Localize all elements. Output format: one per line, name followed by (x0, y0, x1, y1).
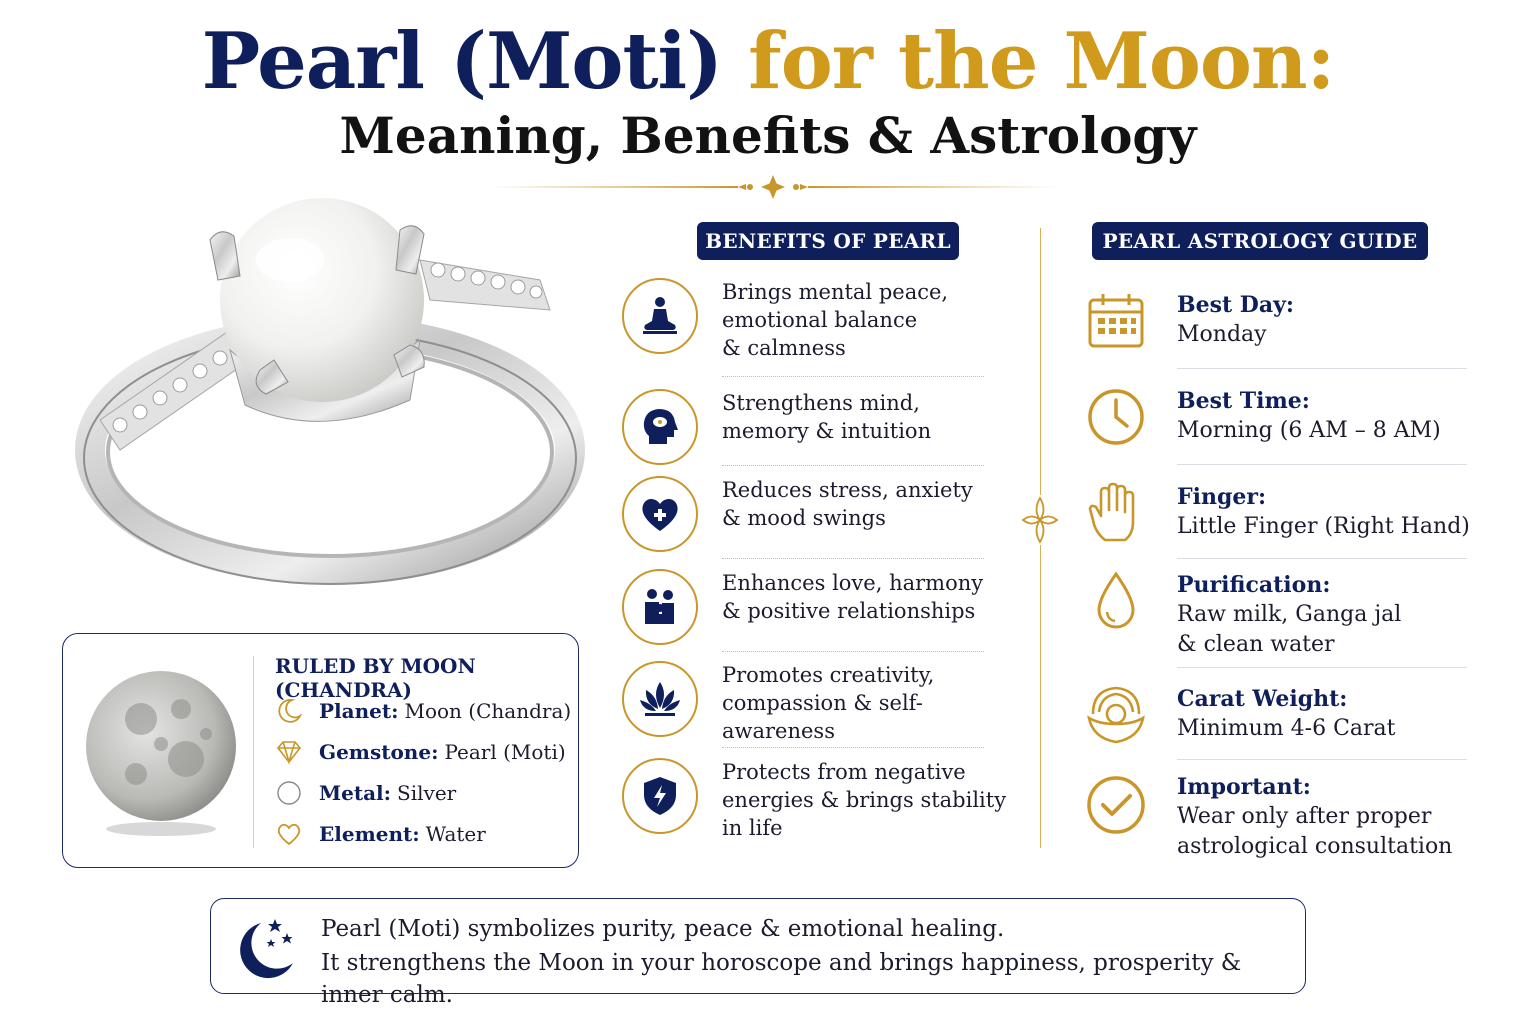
benefit-text: in life (722, 816, 783, 840)
panel-separator (253, 656, 254, 848)
diamond-icon (275, 738, 303, 766)
astrology-value-line: Monday (1177, 322, 1267, 347)
astrology-item-important (1085, 772, 1475, 862)
ornament-icon (1020, 495, 1060, 545)
shield-icon (637, 773, 683, 819)
benefit-text: Enhances love, harmony (722, 571, 984, 595)
astrology-value (1177, 320, 1477, 350)
crescent-moon-icon (275, 697, 303, 725)
page-subtitle: Meaning, Benefits & Astrology (339, 106, 1197, 165)
benefit-item (622, 476, 992, 566)
ruled-label: Gemstone: (319, 740, 439, 764)
astrology-value (1177, 600, 1477, 660)
divider-line (722, 465, 984, 466)
astrology-item-carat (1085, 684, 1475, 774)
benefit-text: compassion & self-awareness (722, 691, 923, 743)
benefit-item (622, 758, 1007, 848)
astrology-label: Best Time: (1177, 388, 1310, 414)
benefit-text: & mood swings (722, 506, 886, 530)
benefits-heading: BENEFITS OF PEARL (697, 222, 959, 260)
divider-line (1177, 558, 1467, 559)
astrology-item-best-day (1085, 290, 1475, 380)
ruled-label: Planet: (319, 699, 399, 723)
ruled-value: Silver (397, 781, 457, 805)
astrology-label: Purification: (1177, 572, 1331, 598)
astrology-label: Carat Weight: (1177, 686, 1348, 712)
divider-line (1177, 368, 1467, 369)
divider-line (722, 651, 984, 652)
ruled-value: Pearl (Moti) (444, 740, 566, 764)
ruled-label: Element: (319, 822, 420, 846)
benefit-item (622, 569, 992, 659)
ruled-row-metal (275, 778, 456, 808)
astrology-item-best-time (1085, 386, 1475, 476)
heart-plus-icon (637, 491, 683, 537)
ruled-row-planet (275, 696, 571, 726)
astrology-value-line: astrological consultation (1177, 834, 1453, 859)
benefit-text: Promotes creativity, (722, 663, 935, 687)
ruled-value: Moon (Chandra) (404, 699, 572, 723)
benefit-text: Strengthens mind, (722, 391, 920, 415)
benefit-text: & positive relationships (722, 599, 976, 623)
astrology-value (1177, 416, 1477, 446)
benefit-text: & calmness (722, 336, 846, 360)
family-icon (637, 584, 683, 630)
benefit-item (622, 661, 992, 751)
footer-line-2: It strengthens the Moon in your horoscope and brings happiness, prosperity & inner calm. (321, 950, 1242, 1008)
heart-outline-icon (275, 820, 303, 848)
astrology-label: Important: (1177, 774, 1311, 800)
clock-icon (1085, 386, 1147, 448)
astrology-value-line: Minimum 4-6 Carat (1177, 716, 1396, 741)
moon-stars-icon (231, 913, 301, 981)
pearl-shell-icon (1085, 684, 1147, 746)
benefit-item (622, 389, 992, 479)
astrology-value (1177, 714, 1477, 744)
water-drop-icon (1085, 570, 1147, 632)
astrology-value-line: Little Finger (Right Hand) (1177, 514, 1470, 539)
ruled-heading: RULED BY MOON (CHANDRA) (275, 654, 476, 702)
circle-icon (275, 779, 303, 807)
astrology-item-finger (1085, 482, 1475, 572)
benefit-text: Reduces stress, anxiety (722, 478, 973, 502)
benefit-text: Protects from negative (722, 760, 966, 784)
hand-icon (1085, 482, 1147, 544)
benefit-text: Brings mental peace, (722, 280, 949, 304)
divider-line (722, 376, 984, 377)
divider-line (1177, 759, 1467, 760)
ruled-label: Metal: (319, 781, 392, 805)
ruled-value: Water (425, 822, 486, 846)
ruled-row-gemstone (275, 737, 566, 767)
footer-banner (210, 898, 1306, 1008)
astrology-heading: PEARL ASTROLOGY GUIDE (1092, 222, 1428, 260)
pearl-ring-image (60, 190, 600, 620)
divider-line (722, 747, 984, 748)
ruled-by-moon-panel (62, 633, 579, 868)
divider-line (1177, 464, 1467, 465)
astrology-value-line: Morning (6 AM – 8 AM) (1177, 418, 1441, 443)
astrology-value (1177, 802, 1477, 862)
benefit-text: memory & intuition (722, 419, 932, 443)
page-title (0, 12, 1536, 112)
astrology-value (1177, 512, 1477, 542)
title-part-1: Pearl (Moti) (201, 16, 723, 107)
divider-line (1177, 667, 1467, 668)
check-circle-icon (1085, 772, 1147, 834)
footer-line-1: Pearl (Moti) symbolizes purity, peace & emotional healing. (321, 916, 1005, 942)
astrology-value-line: Wear only after proper (1177, 804, 1432, 829)
meditation-icon (637, 293, 683, 339)
lotus-icon (637, 676, 683, 722)
head-brain-icon (637, 404, 683, 450)
benefit-item (622, 278, 992, 368)
divider-line (722, 558, 984, 559)
astrology-label: Best Day: (1177, 292, 1295, 318)
benefit-text: emotional balance (722, 308, 918, 332)
astrology-label: Finger: (1177, 484, 1267, 510)
title-part-2: for the Moon: (748, 16, 1335, 107)
benefit-text: energies & brings stability (722, 788, 1007, 812)
astrology-item-purification (1085, 570, 1475, 670)
astrology-value-line: Raw milk, Ganga jal (1177, 602, 1402, 627)
full-moon-icon (81, 664, 241, 839)
astrology-value-line: & clean water (1177, 632, 1335, 657)
calendar-icon (1085, 290, 1147, 352)
ruled-row-element (275, 819, 486, 849)
